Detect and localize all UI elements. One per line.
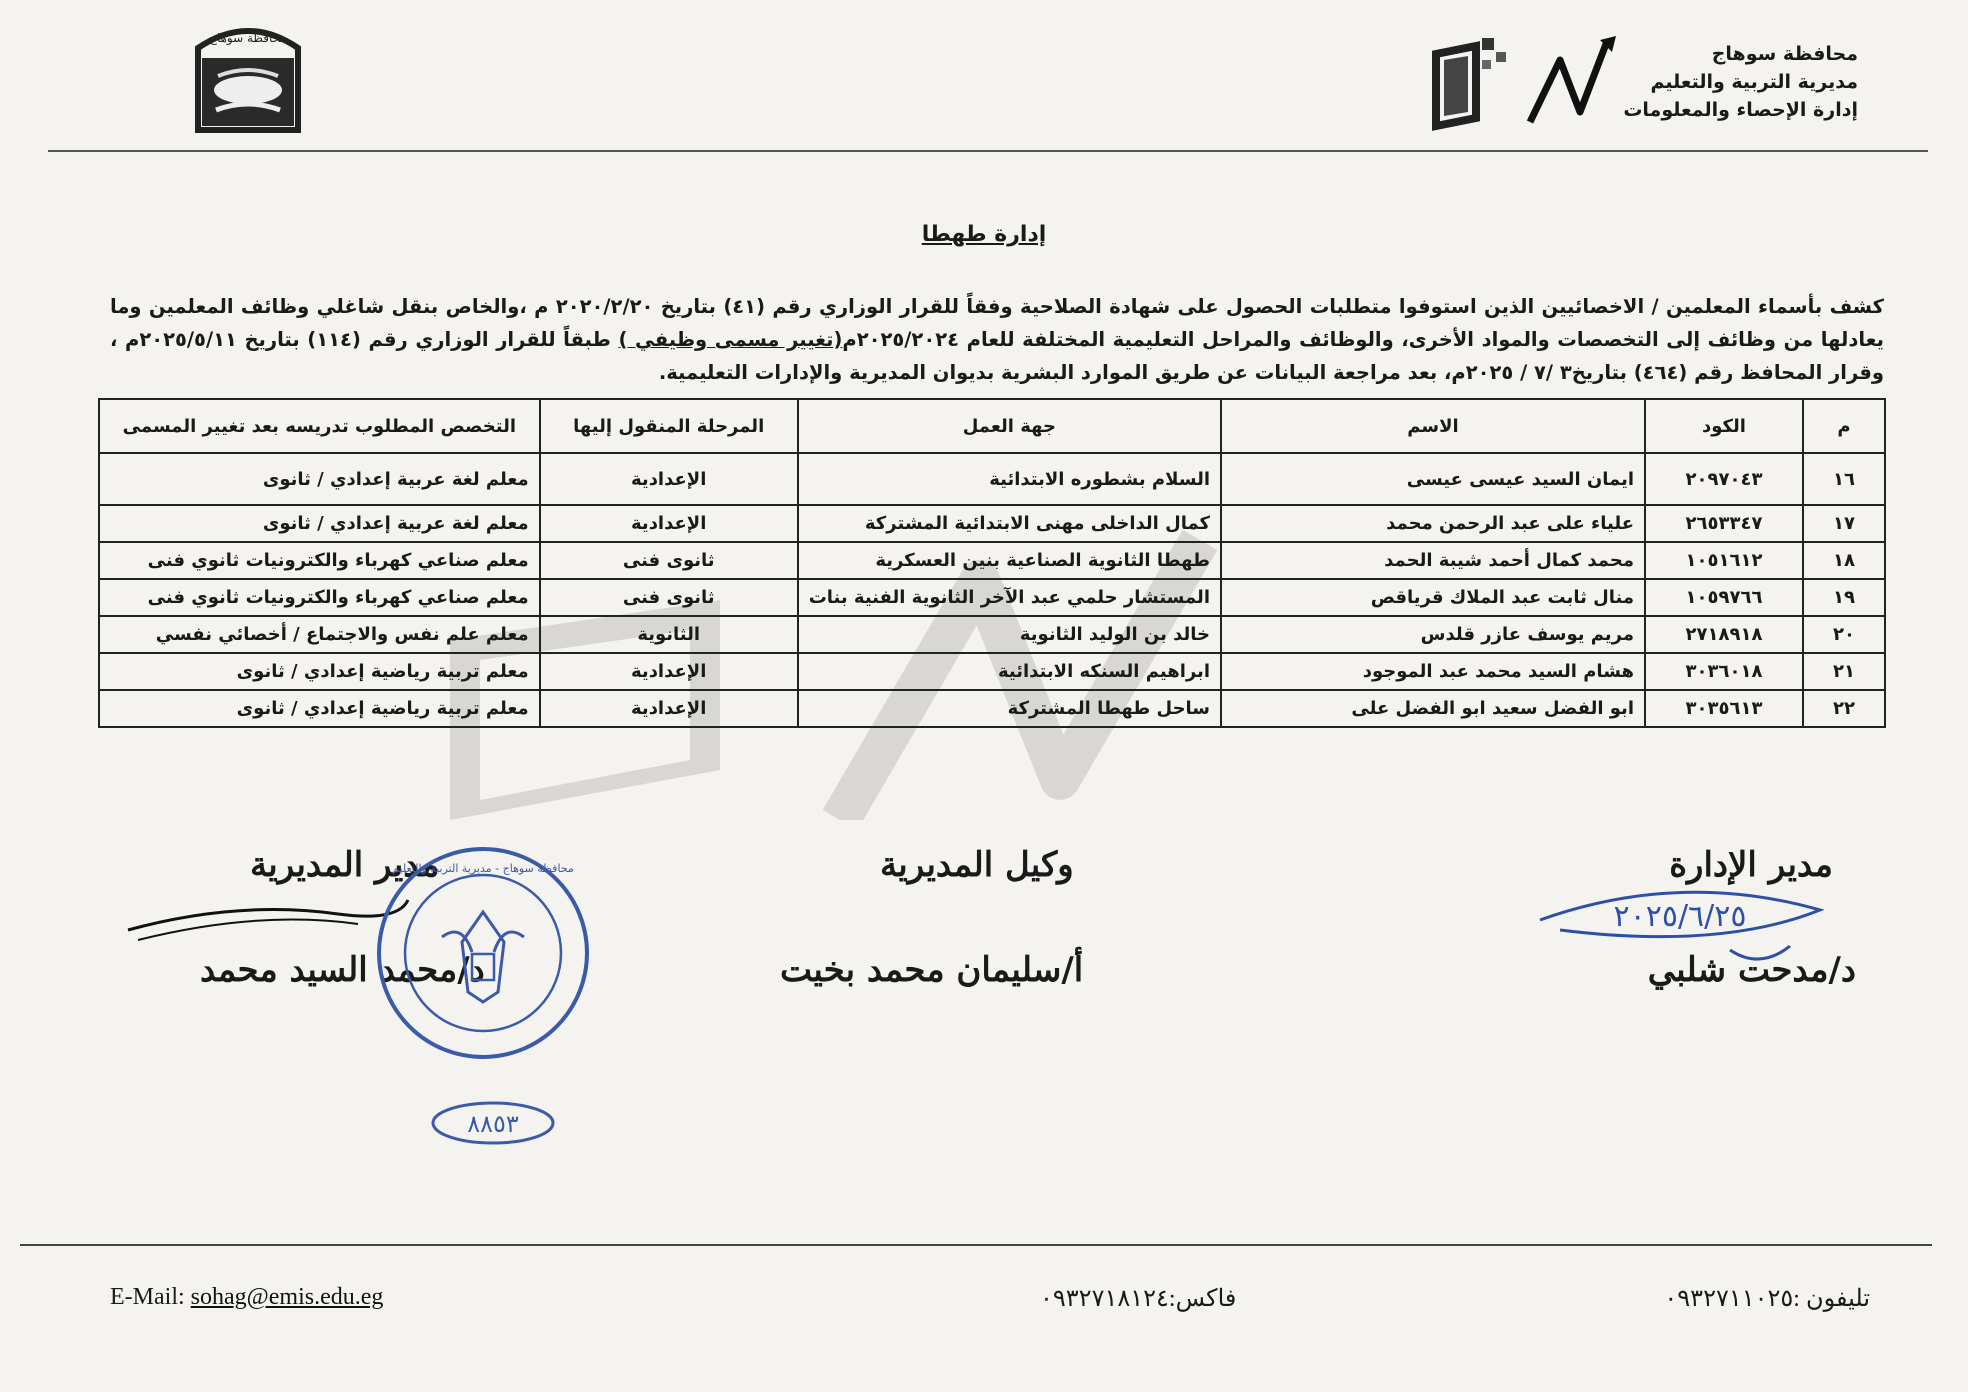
intro-underlined: (تغيير مسمى وظيفي ) (618, 328, 843, 351)
table-row (99, 690, 1885, 727)
cell-no: ٢٢ (1803, 690, 1885, 727)
header-divider (48, 150, 1928, 152)
cell-code: ١٠٥١٦١٢ (1645, 542, 1803, 579)
org-line-governorate: محافظة سوهاج (1711, 43, 1858, 65)
table-row (99, 579, 1885, 616)
signature-title-deputy-directorate: وكيل المديرية (880, 845, 1074, 885)
cell-name: علياء على عبد الرحمن محمد (1221, 505, 1645, 542)
cell-spec: معلم تربية رياضية إعدادي / ثانوى (99, 690, 540, 727)
footer-phone: تليفون :٠٩٣٢٧١١٠٢٥ (1664, 1286, 1870, 1312)
signature-title-department-director: مدير الإدارة (1669, 845, 1833, 885)
seal-text: محافظة سوهاج (209, 31, 287, 45)
table-row (99, 542, 1885, 579)
handwritten-date: ٢٠٢٥/٦/٢٥ (1613, 899, 1747, 934)
cell-stage: الثانوية (540, 616, 798, 653)
footer-email-label: E-Mail: (110, 1284, 185, 1310)
footer-email-link[interactable]: sohag@emis.edu.eg (190, 1284, 384, 1310)
cell-work: السلام بشطوره الابتدائية (798, 453, 1221, 505)
governorate-seal-icon (188, 18, 308, 136)
cell-name: ايمان السيد عيسى عيسى (1221, 453, 1645, 505)
cell-no: ١٧ (1803, 505, 1885, 542)
signature-name-department-director: د/مدحت شلبي (1647, 950, 1856, 990)
signature-name-directorate-director: د/محمد السيد محمد (200, 950, 485, 990)
table-header-row (99, 399, 1885, 453)
cell-stage: ثانوى فنى (540, 579, 798, 616)
table-row (99, 653, 1885, 690)
cell-code: ١٠٥٩٧٦٦ (1645, 579, 1803, 616)
header-no: م (1803, 399, 1885, 453)
emis-logo-icon (1430, 30, 1650, 140)
cell-stage: ثانوى فنى (540, 542, 798, 579)
cell-no: ٢٠ (1803, 616, 1885, 653)
cell-work: المستشار حلمي عبد الآخر الثانوية الفنية بنات (798, 579, 1221, 616)
cell-no: ١٨ (1803, 542, 1885, 579)
cell-name: هشام السيد محمد عبد الموجود (1221, 653, 1645, 690)
cell-spec: معلم علم نفس والاجتماع / أخصائي نفسي (99, 616, 540, 653)
signature-title-directorate-director: مدير المديرية (250, 845, 440, 885)
stamp-number: ٨٨٥٣ (467, 1110, 519, 1138)
cell-spec: معلم لغة عربية إعدادي / ثانوى (99, 505, 540, 542)
cell-code: ٣٠٣٥٦١٣ (1645, 690, 1803, 727)
intro-text-part1: كشف بأسماء المعلمين / الاخصائيين الذين استوفوا متطلبات الحصول على شهادة الصلاحية وفقاً للقرار الوزاري رقم (٤١) بتاريخ ٢٠٢٠/٢/٢٠ م ،والخاص بنقل شاغلي وظائف المعلمين وما يعادلها من وظائف إلى التخصصات والمواد الأخرى، والوظائف والمراحل التعليمية المختلفة للعام ٢٠٢٥/٢٠٢٤م (110, 295, 1884, 351)
cell-no: ٢١ (1803, 653, 1885, 690)
footer-divider (20, 1244, 1932, 1246)
signature-name-deputy-directorate: أ/سليمان محمد بخيت (780, 950, 1084, 990)
stamp-text: محافظة سوهاج - مديرية التربية والتعليم (392, 862, 574, 875)
footer-email (110, 1284, 383, 1311)
cell-stage: الإعدادية (540, 453, 798, 505)
cell-spec: معلم صناعي كهرباء والكترونيات ثانوي فنى (99, 542, 540, 579)
table-row (99, 453, 1885, 505)
table-row (99, 616, 1885, 653)
official-stamp-icon (372, 842, 594, 1064)
intro-paragraph (110, 290, 1884, 389)
header-work: جهة العمل (798, 399, 1221, 453)
footer-fax: فاكس:٠٩٣٢٧١٨١٢٤ (1040, 1286, 1237, 1312)
cell-no: ١٩ (1803, 579, 1885, 616)
cell-stage: الإعدادية (540, 690, 798, 727)
cell-name: مريم يوسف عازر قلدس (1221, 616, 1645, 653)
cell-spec: معلم لغة عربية إعدادي / ثانوى (99, 453, 540, 505)
cell-work: طهطا الثانوية الصناعية بنين العسكرية (798, 542, 1221, 579)
cell-name: ابو الفضل سعيد ابو الفضل على (1221, 690, 1645, 727)
table-row (99, 505, 1885, 542)
page-title: إدارة طهطا (921, 222, 1047, 247)
header-name: الاسم (1221, 399, 1645, 453)
cell-work: ساحل طهطا المشتركة (798, 690, 1221, 727)
header-spec: التخصص المطلوب تدريسه بعد تغيير المسمى (99, 399, 540, 453)
cell-name: منال ثابت عبد الملاك قرياقص (1221, 579, 1645, 616)
intro-text-part2: طبقاً للقرار الوزاري رقم (١١٤) بتاريخ ٢٠٢٥/٥/١١م ، وقرار المحافظ رقم (٤٦٤) بتاريخ٣ /٧ / ٢٠٢٥م، بعد مراجعة البيانات عن طريق الموارد البشرية بديوان المديرية والإدارات التعليمية. (110, 328, 1884, 384)
header-code: الكود (1645, 399, 1803, 453)
cell-stage: الإعدادية (540, 653, 798, 690)
cell-stage: الإعدادية (540, 505, 798, 542)
cell-spec: معلم صناعي كهرباء والكترونيات ثانوي فنى (99, 579, 540, 616)
cell-no: ١٦ (1803, 453, 1885, 505)
cell-work: خالد بن الوليد الثانوية (798, 616, 1221, 653)
stamp-number-oval (428, 1098, 558, 1148)
teachers-table (98, 398, 1886, 728)
cell-work: ابراهيم السنكه الابتدائية (798, 653, 1221, 690)
cell-spec: معلم تربية رياضية إعدادي / ثانوى (99, 653, 540, 690)
cell-code: ٢٧١٨٩١٨ (1645, 616, 1803, 653)
header-stage: المرحلة المنقول إليها (540, 399, 798, 453)
cell-code: ٢٦٥٣٣٤٧ (1645, 505, 1803, 542)
org-line-directorate: مديرية التربية والتعليم (1650, 71, 1858, 93)
cell-work: كمال الداخلى مهنى الابتدائية المشتركة (798, 505, 1221, 542)
cell-code: ٣٠٣٦٠١٨ (1645, 653, 1803, 690)
cell-code: ٢٠٩٧٠٤٣ (1645, 453, 1803, 505)
org-line-department: إدارة الإحصاء والمعلومات (1623, 99, 1858, 121)
cell-name: محمد كمال أحمد شيبة الحمد (1221, 542, 1645, 579)
